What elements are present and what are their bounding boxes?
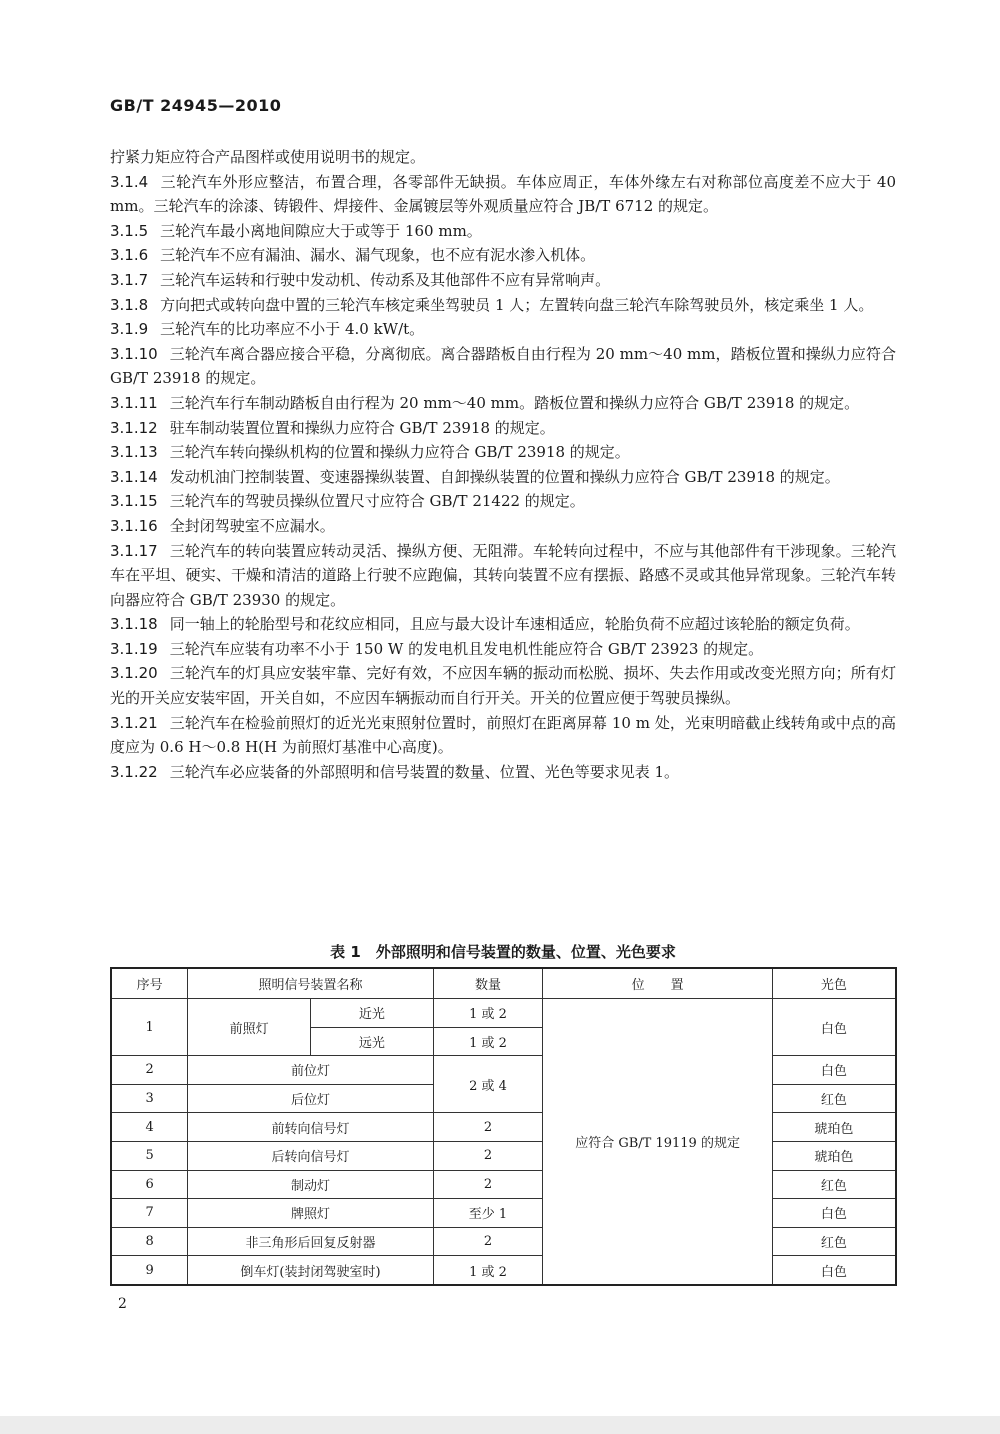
header-seq: 序号 (111, 968, 188, 999)
cell-seq: 6 (111, 1170, 188, 1199)
cell-light-color: 琥珀色 (772, 1141, 896, 1170)
table-row (111, 1256, 896, 1285)
cell-quantity: 2 (433, 1141, 543, 1170)
clause-number: 3.1.16 (110, 516, 158, 535)
paragraph-continuation (110, 145, 896, 170)
bottom-band (0, 1416, 1000, 1434)
cell-light-color: 白色 (772, 1199, 896, 1228)
cell-device-name: 牌照灯 (188, 1199, 433, 1228)
cell-light-color: 白色 (772, 1056, 896, 1085)
table-row (111, 999, 896, 1028)
clause-text: 三轮汽车应装有功率不小于 150 W 的发电机且发电机性能应符合 GB/T 23923 的规定。 (169, 639, 764, 658)
clause-text: 三轮汽车必应装备的外部照明和信号装置的数量、位置、光色等要求见表 1。 (169, 762, 680, 781)
table-row (111, 1227, 896, 1256)
cell-device-name: 前转向信号灯 (188, 1113, 433, 1142)
cell-quantity: 2 (433, 1170, 543, 1199)
cell-position: 应符合 GB/T 19119 的规定 (543, 999, 772, 1285)
cell-seq: 7 (111, 1199, 188, 1228)
cell-device-name: 倒车灯(装封闭驾驶室时) (188, 1256, 433, 1285)
clause-3-1-11 (110, 391, 896, 416)
clause-3-1-18 (110, 612, 896, 637)
cell-device-name: 后位灯 (188, 1084, 433, 1113)
clause-text: 三轮汽车转向操纵机构的位置和操纵力应符合 GB/T 23918 的规定。 (169, 443, 630, 462)
cell-light-color: 红色 (772, 1227, 896, 1256)
clause-3-1-8 (110, 293, 896, 318)
clause-3-1-6 (110, 243, 896, 268)
clause-3-1-13 (110, 440, 896, 465)
cell-light-color: 白色 (772, 1256, 896, 1285)
clause-number: 3.1.18 (110, 615, 158, 634)
clause-3-1-12 (110, 416, 896, 441)
clause-number: 3.1.15 (110, 492, 158, 511)
lighting-signal-table (110, 967, 897, 1286)
cell-sub-name: 远光 (310, 1027, 433, 1056)
cell-light-color: 红色 (772, 1170, 896, 1199)
clause-number: 3.1.6 (110, 246, 149, 265)
clause-3-1-9 (110, 317, 896, 342)
page-number: 2 (118, 1296, 127, 1312)
table-row (111, 1141, 896, 1170)
cell-seq: 9 (111, 1256, 188, 1285)
clause-text: 三轮汽车外形应整洁，布置合理，各零部件无缺损。车体应周正，车体外缘左右对称部位高度差不应大于 40 mm。三轮汽车的涂漆、铸锻件、焊接件、金属镀层等外观质量应符合 JB/T 6712 的规定。 (110, 172, 896, 216)
cell-device-name: 制动灯 (188, 1170, 433, 1199)
table-caption: 表 1 外部照明和信号装置的数量、位置、光色要求 (330, 943, 676, 961)
clause-text: 三轮汽车不应有漏油、漏水、漏气现象，也不应有泥水渗入机体。 (160, 246, 596, 265)
clause-text: 三轮汽车最小离地间隙应大于或等于 160 mm。 (160, 221, 482, 240)
clause-number: 3.1.4 (110, 172, 149, 191)
clause-number: 3.1.17 (110, 541, 158, 560)
cell-light-color: 琥珀色 (772, 1113, 896, 1142)
clause-3-1-14 (110, 465, 896, 490)
cell-device-name: 非三角形后回复反射器 (188, 1227, 433, 1256)
clause-3-1-21 (110, 711, 896, 760)
clause-number: 3.1.14 (110, 467, 158, 486)
header-device-name: 照明信号装置名称 (188, 968, 433, 999)
cell-seq: 1 (111, 999, 188, 1056)
clause-3-1-7 (110, 268, 896, 293)
clause-text: 三轮汽车离合器应接合平稳，分离彻底。离合器踏板自由行程为 20 mm～40 mm，踏板位置和操纵力应符合 GB/T 23918 的规定。 (110, 344, 896, 388)
cell-quantity: 2 或 4 (433, 1056, 543, 1113)
cell-seq: 8 (111, 1227, 188, 1256)
clause-3-1-17 (110, 539, 896, 613)
cell-quantity: 2 (433, 1113, 543, 1142)
clause-text: 三轮汽车行车制动踏板自由行程为 20 mm～40 mm。踏板位置和操纵力应符合 GB/T 23918 的规定。 (169, 393, 860, 412)
clause-3-1-22 (110, 760, 896, 785)
clause-3-1-15 (110, 489, 896, 514)
clause-number: 3.1.21 (110, 713, 158, 732)
cell-light-color: 红色 (772, 1084, 896, 1113)
clause-3-1-5 (110, 219, 896, 244)
table-row (111, 1056, 896, 1085)
clause-3-1-10 (110, 342, 896, 391)
cell-quantity: 1 或 2 (433, 1027, 543, 1056)
clause-3-1-4 (110, 170, 896, 219)
clause-text: 驻车制动装置位置和操纵力应符合 GB/T 23918 的规定。 (169, 418, 555, 437)
body-text (110, 145, 896, 784)
clause-text: 三轮汽车的驾驶员操纵位置尺寸应符合 GB/T 21422 的规定。 (169, 492, 585, 511)
clause-number: 3.1.12 (110, 418, 158, 437)
header-light-color: 光色 (772, 968, 896, 999)
clause-text: 三轮汽车在检验前照灯的近光光束照射位置时，前照灯在距离屏幕 10 m 处，光束明暗截止线转角或中点的高度应为 0.6 H～0.8 H(H 为前照灯基准中心高度)。 (110, 713, 896, 757)
cell-device-name: 前照灯 (188, 999, 311, 1056)
clause-text: 发动机油门控制装置、变速器操纵装置、自卸操纵装置的位置和操纵力应符合 GB/T 23918 的规定。 (169, 467, 840, 486)
table-row (111, 1113, 896, 1142)
clause-3-1-16 (110, 514, 896, 539)
clause-number: 3.1.5 (110, 221, 149, 240)
cell-device-name: 前位灯 (188, 1056, 433, 1085)
clause-number: 3.1.9 (110, 320, 149, 339)
header-position: 位 置 (543, 968, 772, 999)
clause-number: 3.1.7 (110, 270, 149, 289)
clause-text: 方向把式或转向盘中置的三轮汽车核定乘坐驾驶员 1 人；左置转向盘三轮汽车除驾驶员外，核定乘坐 1 人。 (160, 295, 874, 314)
header-quantity: 数量 (433, 968, 543, 999)
clause-text: 同一轴上的轮胎型号和花纹应相同，且应与最大设计车速相适应，轮胎负荷不应超过该轮胎的额定负荷。 (169, 615, 860, 634)
clause-number: 3.1.10 (110, 344, 158, 363)
paragraph-text: 拧紧力矩应符合产品图样或使用说明书的规定。 (110, 148, 426, 166)
clause-3-1-19 (110, 637, 896, 662)
clause-text: 三轮汽车的比功率应不小于 4.0 kW/t。 (160, 320, 425, 339)
cell-seq: 4 (111, 1113, 188, 1142)
standard-code: GB/T 24945—2010 (110, 96, 282, 115)
cell-seq: 2 (111, 1056, 188, 1085)
clause-number: 3.1.11 (110, 393, 158, 412)
cell-seq: 3 (111, 1084, 188, 1113)
table-row (111, 1199, 896, 1228)
cell-quantity: 至少 1 (433, 1199, 543, 1228)
cell-light-color: 白色 (772, 999, 896, 1056)
table-header-row (111, 968, 896, 999)
cell-device-name: 后转向信号灯 (188, 1141, 433, 1170)
cell-quantity: 1 或 2 (433, 999, 543, 1028)
clause-number: 3.1.13 (110, 443, 158, 462)
clause-number: 3.1.8 (110, 295, 149, 314)
table-row (111, 1170, 896, 1199)
cell-quantity: 1 或 2 (433, 1256, 543, 1285)
cell-seq: 5 (111, 1141, 188, 1170)
cell-sub-name: 近光 (310, 999, 433, 1028)
cell-quantity: 2 (433, 1227, 543, 1256)
clause-text: 三轮汽车的转向装置应转动灵活、操纵方便、无阻滞。车轮转向过程中，不应与其他部件有干涉现象。三轮汽车在平坦、硬实、干燥和清洁的道路上行驶不应跑偏，其转向装置不应有摆振、路感不灵或其他异常现象。三轮汽车转向器应符合 GB/T 23930 的规定。 (110, 541, 896, 609)
clause-text: 三轮汽车的灯具应安装牢靠、完好有效，不应因车辆的振动而松脱、损坏、失去作用或改变光照方向；所有灯光的开关应安装牢固，开关自如，不应因车辆振动而自行开关。开关的位置应便于驾驶员操纵。 (110, 664, 896, 708)
clause-number: 3.1.19 (110, 639, 158, 658)
clause-text: 全封闭驾驶室不应漏水。 (169, 516, 335, 535)
clause-3-1-20 (110, 661, 896, 710)
clause-number: 3.1.20 (110, 664, 158, 683)
clause-text: 三轮汽车运转和行驶中发动机、传动系及其他部件不应有异常响声。 (160, 270, 611, 289)
clause-number: 3.1.22 (110, 762, 158, 781)
